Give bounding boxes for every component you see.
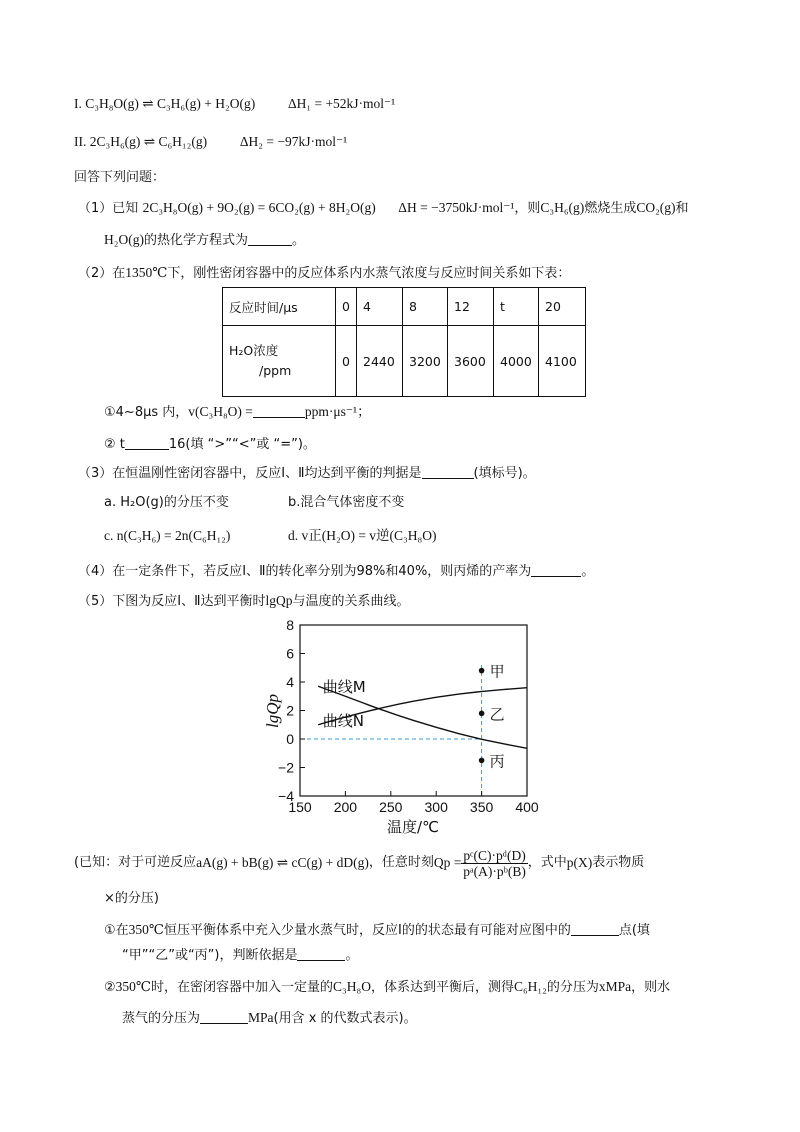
table-cell: 4100 [539, 326, 586, 397]
note-mid: ，任意时刻 [368, 855, 434, 870]
answer-blank[interactable] [297, 946, 345, 961]
note-equation: aA(g) + bB(g) ⇌ cC(g) + dD(g) [196, 855, 369, 870]
question-1-enthalpy: ΔH = −3750kJ·mol⁻¹ [398, 200, 515, 215]
question-5-sub-2-text-a: 时，在密闭容器中加入一定量的 [151, 980, 334, 995]
table-header-cell: 12 [448, 288, 494, 326]
note-pre: (已知：对于可逆反应 [74, 855, 197, 870]
question-5-sub-1-temp: 350℃ [128, 922, 165, 937]
question-5-sub-1-end: 点(填 [618, 923, 650, 938]
note-line-2: ×的分压) [104, 891, 159, 906]
x-tick-label: 400 [515, 799, 539, 815]
question-2-sub-1-expr: v(C₃H₈O) = [188, 404, 253, 419]
y-axis-label: lgQp [263, 694, 282, 728]
y-tick-label: 0 [286, 731, 294, 747]
option-d[interactable]: d. v正(H₂O) = v逆(C₃H₈O) [288, 528, 437, 543]
question-5-sub-2-temp: 350℃ [115, 979, 152, 994]
curve-label: 曲线M [322, 677, 366, 696]
question-2-sub-2 [104, 435, 316, 455]
answer-blank[interactable] [248, 231, 292, 246]
table-row-header [223, 288, 586, 326]
note-fraction-numerator: pᶜ(C)·pᵈ(D) [463, 847, 526, 863]
curve-label: 曲线N [322, 712, 364, 731]
x-tick-label: 200 [333, 799, 358, 815]
question-5-sub-2-unit: MPa [248, 1010, 274, 1025]
question-5-sub-2-text-c: 的分压为 [546, 980, 599, 995]
question-2-sub-2-pre: ② t [104, 437, 125, 452]
answer-blank[interactable] [531, 562, 581, 577]
y-tick-label: 4 [286, 674, 294, 690]
question-5-sub-2-text-b: ，体系达到平衡后，测得 [370, 980, 514, 995]
question-5-sub-2-species-1: C₃H₈O [333, 979, 371, 994]
question-4-tail: 。 [581, 564, 595, 579]
reaction-2-enthalpy: ΔH₂ = −97kJ·mol⁻¹ [239, 134, 348, 149]
question-5-sub-1-pre: ①在 [104, 923, 129, 938]
note-px: p(X) [566, 855, 593, 870]
data-point [479, 758, 485, 764]
table-header-cell: 0 [336, 288, 357, 326]
note-after: ，式中 [527, 855, 567, 870]
table-header-cell: t [494, 288, 539, 326]
reaction-2-equation: 2C₃H₆(g) ⇌ C₆H₁₂(g) [89, 134, 208, 149]
y-tick-label: 2 [286, 702, 294, 719]
point-label: 乙 [489, 705, 505, 724]
question-5-sub-2-value: xMPa [598, 979, 632, 994]
table-header-cell: 8 [403, 288, 448, 326]
question-5-symbol: lgQp [265, 593, 293, 608]
table-header-cell: 反应时间/μs [223, 288, 336, 326]
question-4-number: （4） [78, 564, 113, 579]
point-label: 丙 [489, 752, 505, 771]
note-fraction-denominator: pᵃ(A)·pᵇ(B) [463, 863, 526, 879]
note-qp: Qp = [433, 855, 462, 870]
question-3-line-1 [78, 464, 536, 484]
question-5-sub-2-line-2 [122, 1008, 417, 1029]
answer-blank[interactable] [571, 921, 619, 936]
question-2-temp: 1350℃ [125, 265, 168, 280]
y-tick-label: −4 [278, 788, 294, 804]
question-5-number: （5） [78, 594, 113, 609]
answer-blank[interactable] [200, 1009, 248, 1024]
data-point [479, 711, 485, 717]
lgqp-temperature-chart [262, 615, 552, 837]
question-5-sub-1-line-2-pre: “甲”“乙”或“丙”)，判断依据是 [122, 948, 298, 963]
option-a[interactable]: a. H₂O(g)的分压不变 [104, 495, 229, 510]
x-tick-label: 350 [469, 799, 494, 815]
question-1-text-3: 和 [675, 201, 689, 216]
question-4-text: 在一定条件下，若反应Ⅰ、Ⅱ的转化率分别为98%和40%，则丙烯的产率为 [112, 564, 532, 579]
table-cell: 2440 [357, 326, 403, 397]
x-tick-label: 250 [379, 799, 403, 815]
question-5-sub-2-line-1 [104, 977, 670, 998]
question-2-text: 下，刚性密闭容器中的反应体系内水蒸气浓度与反应时间关系如下表： [167, 266, 571, 281]
question-2-sub-1-unit: ppm·μs⁻¹； [304, 404, 371, 419]
question-1-text-4: 的热化学方程式为 [143, 233, 248, 248]
question-1-equation: 2C₃H₈O(g) + 9O₂(g) = 6CO₂(g) + 8H₂O(g) [142, 200, 376, 215]
question-2-number: （2） [78, 266, 113, 281]
table-row-label-2: /ppm [259, 363, 292, 378]
question-2-line-1 [78, 263, 570, 284]
question-5-sub-2-line-2-end: (用含 x 的代数式表示)。 [273, 1011, 417, 1026]
table-header-cell: 4 [357, 288, 403, 326]
note-end: 表示物质 [592, 855, 645, 870]
table-header-cell: 20 [539, 288, 586, 326]
table-row-label-1: H₂O浓度 [229, 343, 279, 358]
table-cell: 4000 [494, 326, 539, 397]
question-1-species-3: H₂O(g) [104, 232, 144, 247]
y-tick-label: 8 [286, 617, 294, 633]
answer-blank[interactable] [125, 435, 169, 450]
option-c[interactable]: c. n(C₃H₆) = 2n(C₆H₁₂) [104, 528, 231, 543]
question-5-sub-2-species-2: C₆H₁₂ [513, 979, 547, 994]
question-5-sub-2-pre: ② [104, 980, 116, 995]
question-3-number: （3） [78, 466, 113, 481]
table-cell: 0 [336, 326, 357, 397]
question-1-mid: ，则 [514, 201, 541, 216]
x-tick-label: 150 [288, 799, 312, 815]
question-1-species-1: C₃H₆(g) [540, 200, 585, 215]
x-tick-label: 300 [424, 799, 448, 815]
question-4 [78, 562, 594, 582]
question-5-sub-1-mid: 恒压平衡体系中充入少量水蒸气时，反应Ⅰ的的状态最有可能对应图中的 [164, 923, 571, 938]
question-2-sub-1-pre: ①4~8μs 内， [104, 405, 189, 420]
y-tick-label: −2 [278, 759, 294, 776]
question-2-sub-1 [104, 402, 371, 423]
question-2-pre: 在 [112, 266, 126, 281]
reaction-1-equation: C₃H₈O(g) ⇌ C₃H₆(g) + H₂O(g) [85, 96, 256, 111]
answer-blank[interactable] [253, 403, 305, 418]
question-1-species-2: CO₂(g) [636, 200, 676, 215]
reaction-1-label: I. [74, 96, 82, 111]
question-1-line-2 [104, 230, 305, 251]
question-5-text-pre: 下图为反应Ⅰ、Ⅱ达到平衡时 [112, 594, 266, 609]
question-5-sub-1-line-2-end: 。 [345, 948, 359, 963]
question-1-line-1 [78, 198, 689, 219]
question-5-sub-2-line-2-pre: 蒸气的分压为 [122, 1011, 201, 1026]
table-row-values [223, 326, 586, 397]
table-cell: 3600 [448, 326, 494, 397]
intro-text: 回答下列问题： [74, 170, 166, 185]
question-3-tail: (填标号)。 [473, 466, 536, 481]
question-5-sub-1-line-2 [122, 946, 359, 966]
question-1-text-2: 燃烧生成 [584, 201, 637, 216]
reaction-1-enthalpy: ΔH₁ = +52kJ·mol⁻¹ [287, 96, 396, 111]
question-5-text-post: 与温度的关系曲线。 [292, 594, 410, 609]
option-b[interactable]: b.混合气体密度不变 [288, 495, 405, 510]
table-row-label [223, 326, 336, 397]
question-2-sub-2-post: 16(填 “>”“<”或 “=”)。 [168, 437, 316, 452]
point-label: 甲 [489, 662, 505, 681]
question-5-sub-1-line-1 [104, 920, 650, 941]
question-1-number: （1） [78, 201, 113, 216]
reaction-2 [74, 132, 347, 152]
reaction-2-label: II. [74, 134, 87, 149]
reaction-1 [74, 94, 395, 114]
table-cell: 3200 [403, 326, 448, 397]
note-fraction [461, 848, 527, 879]
y-tick-label: 6 [286, 645, 294, 662]
question-1-tail: 。 [291, 233, 305, 248]
answer-blank[interactable] [422, 464, 474, 479]
question-5-sub-2-text-d: ，则水 [631, 980, 671, 995]
x-axis-label: 温度/℃ [387, 818, 439, 836]
question-5-line-1 [78, 591, 410, 612]
question-1-pre: 已知 [112, 201, 139, 216]
data-point [479, 668, 485, 674]
data-table [222, 287, 586, 397]
question-3-text: 在恒温刚性密闭容器中，反应Ⅰ、Ⅱ均达到平衡的判据是 [112, 466, 422, 481]
note-line-1 [74, 846, 644, 880]
